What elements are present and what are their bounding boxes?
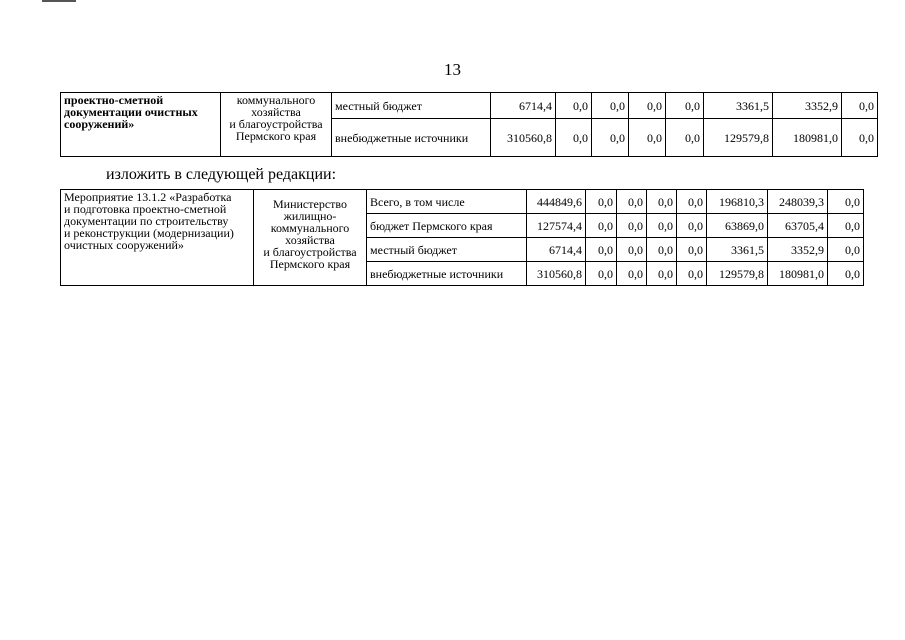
value-cell: 0,0 <box>586 238 617 262</box>
value-cell: 310560,8 <box>527 262 586 286</box>
value-cell: 0,0 <box>617 238 647 262</box>
value-cell: 0,0 <box>647 190 677 214</box>
value-cell: 6714,4 <box>491 93 556 119</box>
value-cell: 0,0 <box>666 119 704 157</box>
activity-cell: проектно-сметной документации очистных сооружений» <box>61 93 221 157</box>
value-cell: 129579,8 <box>707 262 768 286</box>
value-cell: 0,0 <box>586 190 617 214</box>
value-cell: 0,0 <box>647 238 677 262</box>
value-cell: 0,0 <box>677 238 707 262</box>
value-cell: 444849,6 <box>527 190 586 214</box>
budget-table-new <box>60 189 864 286</box>
table-row <box>61 93 878 119</box>
value-cell: 0,0 <box>647 262 677 286</box>
value-cell: 6714,4 <box>527 238 586 262</box>
value-cell: 0,0 <box>828 262 864 286</box>
value-cell: 0,0 <box>586 214 617 238</box>
value-cell: 0,0 <box>677 262 707 286</box>
value-cell: 129579,8 <box>704 119 773 157</box>
value-cell: 310560,8 <box>491 119 556 157</box>
source-cell: внебюджетные источники <box>367 262 527 286</box>
source-cell: местный бюджет <box>367 238 527 262</box>
value-cell: 0,0 <box>586 262 617 286</box>
value-cell: 63705,4 <box>768 214 828 238</box>
value-cell: 248039,3 <box>768 190 828 214</box>
scan-artifact-line <box>42 0 76 2</box>
value-cell: 180981,0 <box>773 119 842 157</box>
activity-cell: Мероприятие 13.1.2 «Разработка и подготовка проектно-сметной документации по строительству и реконструкции (модернизации) очистных сооружений» <box>61 190 254 286</box>
value-cell: 0,0 <box>617 190 647 214</box>
value-cell: 0,0 <box>629 119 666 157</box>
executor-cell: коммунального хозяйства и благоустройства Пермского края <box>221 93 332 157</box>
value-cell: 3361,5 <box>707 238 768 262</box>
source-cell: бюджет Пермского края <box>367 214 527 238</box>
executor-cell: Министерство жилищно- коммунального хозяйства и благоустройства Пермского края <box>254 190 367 286</box>
value-cell: 0,0 <box>842 93 878 119</box>
value-cell: 196810,3 <box>707 190 768 214</box>
value-cell: 0,0 <box>828 190 864 214</box>
value-cell: 0,0 <box>842 119 878 157</box>
table-row <box>61 190 864 214</box>
value-cell: 0,0 <box>647 214 677 238</box>
value-cell: 63869,0 <box>707 214 768 238</box>
value-cell: 0,0 <box>556 119 592 157</box>
value-cell: 0,0 <box>617 262 647 286</box>
value-cell: 3352,9 <box>773 93 842 119</box>
value-cell: 0,0 <box>828 238 864 262</box>
source-cell: внебюджетные источники <box>332 119 491 157</box>
value-cell: 127574,4 <box>527 214 586 238</box>
value-cell: 3361,5 <box>704 93 773 119</box>
value-cell: 0,0 <box>617 214 647 238</box>
value-cell: 0,0 <box>666 93 704 119</box>
value-cell: 0,0 <box>556 93 592 119</box>
amendment-heading: изложить в следующей редакции: <box>106 166 337 183</box>
value-cell: 0,0 <box>828 214 864 238</box>
source-cell: Всего, в том числе <box>367 190 527 214</box>
value-cell: 0,0 <box>592 93 629 119</box>
value-cell: 0,0 <box>677 190 707 214</box>
value-cell: 0,0 <box>592 119 629 157</box>
source-cell: местный бюджет <box>332 93 491 119</box>
value-cell: 180981,0 <box>768 262 828 286</box>
value-cell: 0,0 <box>629 93 666 119</box>
value-cell: 3352,9 <box>768 238 828 262</box>
page-number: 13 <box>444 60 461 79</box>
budget-table-old <box>60 92 878 157</box>
value-cell: 0,0 <box>677 214 707 238</box>
